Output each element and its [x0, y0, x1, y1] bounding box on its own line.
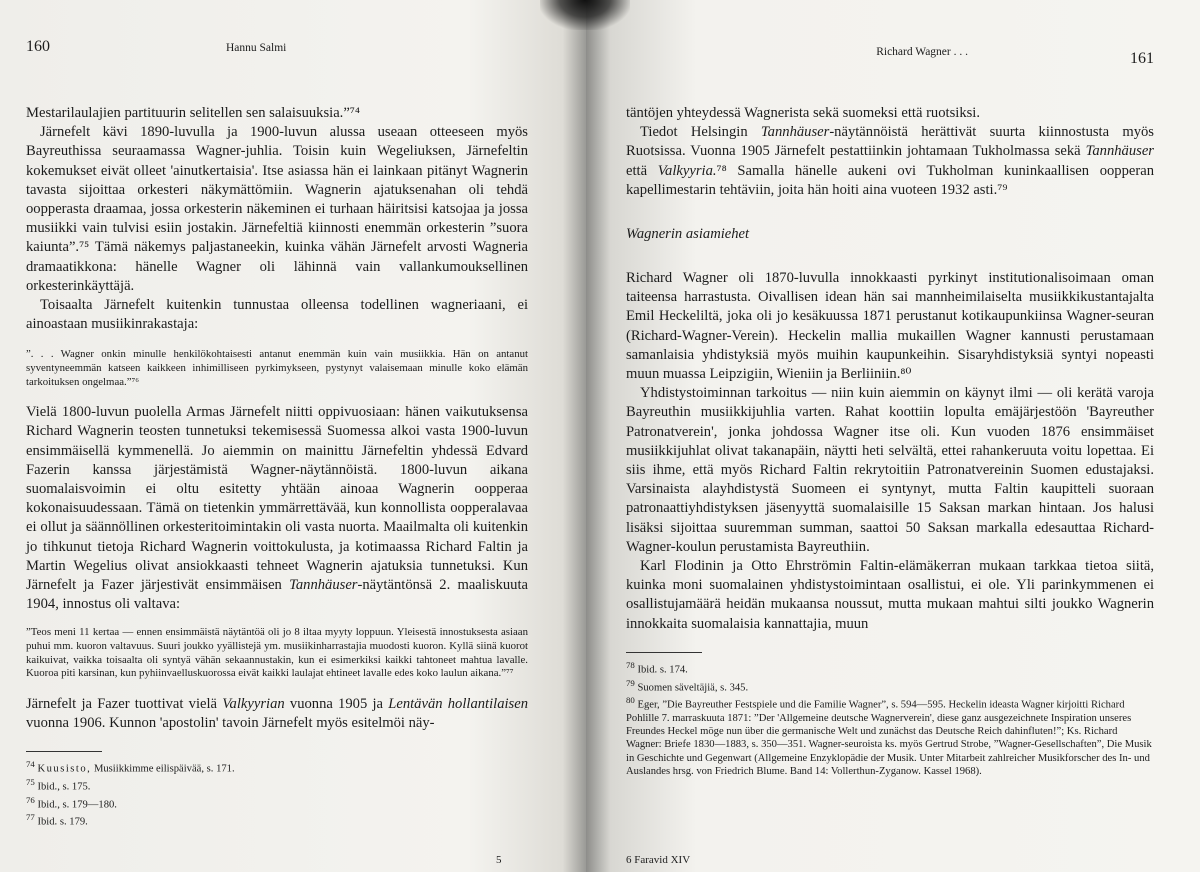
- footnote-rule: [626, 652, 702, 653]
- paragraph: Järnefelt kävi 1890-luvulla ja 1900-luvun alussa useaan otteeseen myös Bayreuthissa seuraamassa Wagner-juhlia. Toisin kuin Wegeliuksen, Järnefeltin kokemukset eivät olleet 'ainutkertaisia'. Itse asiassa hän ei lainkaan pitänyt Wagnerin tavasta sijoittaa orkesteri näkymättömiin. Wagnerin ajatuksenahan oli tehdä oopperasta draamaa, jossa orkesterin näkeminen ei turhaan häiritsisi katsojaa ja jossa musiikki vain tulvisi esiin jostakin. Järnefeltiä kiinnosti enemmän orkesterin ”suora kaiunta”.⁷⁵ Tämä näkemys paljastaneekin, kuinka vähän Järnefelt arvosti Wagneria dramaatikkona: hänelle Wagner oli lähinnä vain vallankumouksellinen orkesterinkäyttäjä.: [26, 124, 528, 294]
- italic-title: Tannhäuser: [1085, 143, 1154, 160]
- paragraph: Mestarilaulajien partituurin selitellen sen salaisuuksia.”⁷⁴: [26, 105, 360, 121]
- right-page-header: [626, 40, 1154, 78]
- block-quote: ”. . . Wagner onkin minulle henkilökohtaisesti antanut enemmän kuin vain musiikkia. Hän on antanut syventyneemmän katseen kaikkeen inhimilliseen pyrkimykseen, pystynyt valaisemaan minulle koko elämän tarkoituksen ongelmaa.”⁷⁶: [26, 348, 528, 388]
- paragraph: [626, 123, 1154, 200]
- footnotes-left: [26, 758, 528, 829]
- paragraph: [26, 695, 528, 733]
- paragraph: Yhdistystoiminnan tarkoitus — niin kuin aiemmin on käynyt ilmi — oli kerätä varoja Bayreuthin musiikkijuhlia varten. Rahat koottiin lopulta emäjärjestöön 'Bayreuther Patronatverein', jonka johdossa Wagner itse oli. Kun vuoden 1876 ensimmäiset musiikkijuhlat olivat takanapäin, näytti heti selvältä, ettei rahankeruuta voitu lopettaa. Ei siis ihme, että myös Richard Faltin rekrytoitiin Patronatvereinin Suomen edustajaksi. Varsinaista alayhdistystä Suomeen ei syntynyt, mutta Faltin kaupitteli suoraan patronaattiyhdistyksen jäsenyyttä suomalaisille 15 Saksan markan hintaan. Jos halusi lisäksi sijoittaa suuremman summan, saattoi 50 Saksan markalla edesauttaa Richard-Wagner-koulun perustamista Bayreuthiin.: [626, 385, 1154, 555]
- right-page: [586, 0, 1200, 872]
- paragraph: Karl Flodinin ja Otto Ehrströmin Faltin-elämäkerran mukaan tarkkaa tietoa siitä, kuinka moni suomalainen yhdistystoimintaan osallistui, ei ole. Yli parinkymmenen ei osallistujamäärä heidän mukaansa noussut, mutta mukaan mahtui silti joukko Wagnerin innokkaita suomalaisia kannattajia, muun: [626, 558, 1154, 632]
- left-body-text: [26, 104, 528, 334]
- paragraph-text: Vielä 1800-luvun puolella Armas Järnefelt niitti oppivuosiaan: hänen vaikutuksensa Richard Wagnerin teosten tunnetuksi tekemisessä Suomessa alkoi vasta 1900-luvun ensimmäisellä kymmenellä. Jo aiemmin on mainittu Järnefeltin yhdessä Edvard Fazerin kanssa järjestämistä Wagner-näytännöistä. 1800-luvun aikana suomalaisvoimin ei oltu esitetty yhtään ainoaa Wagnerin oopperaa kokonaisuudessaan. Tämä on tietenkin ymmärrettävää, kun konnollista oopperalavaa ei ollut ja säännöllinen orkesteritoimintakin oli vasta nuorta. Maailmalta oli kuitenkin jo tihkunut tietoja Richard Wagnerin voittokulusta, ja kotimaassa Richard Faltin ja Martin Wegelius olivat ansiokkaasti tehneet Wagnerin ajatuksia tunnetuksi. Kun Järnefelt ja Fazer järjestivät ensimmäisen: [26, 404, 528, 594]
- paragraph-text: että: [626, 162, 648, 179]
- italic-title: Valkyyrian: [222, 695, 285, 712]
- paragraph-text: Tiedot Helsingin: [640, 124, 748, 141]
- footnote: $^{78}$ Ibid. s. 174.: [626, 659, 688, 676]
- right-body-text-2: [626, 269, 1154, 634]
- block-quote: ”Teos meni 11 kertaa — ennen ensimmäistä näytäntöä oli jo 8 iltaa myyty loppuun. Yleisestä innostuksesta asiaan puhui mm. kuoron valtavuus. Suuri joukko yyällistejä ym. musiikinharrastajia muodosti kuoron. Kyllä siinä kuorot kaikuivat, vaikka toisaalta oli syntyä vähän sekaannustakin, kun ei esimerkiksi kaikki tahtoneet mahtua lavalle. Kuoroa piti karsinan, kun pyhiinvaelluskuorossa eivät kaikki laulajat ehtineet lavalle edes koko laulun aikana.”⁷⁷: [26, 626, 528, 680]
- running-head-left: Hannu Salmi: [226, 42, 287, 54]
- paragraph-text: vuonna 1906. Kunnon 'apostolin' tavoin Järnefelt myös esitelmöi näy-: [26, 715, 435, 732]
- signature-mark-right: 6 Faravid XIV: [626, 854, 691, 866]
- footnote: $^{76}$ Ibid., s. 179—180.: [26, 794, 117, 811]
- left-page-header: [26, 38, 528, 78]
- italic-title: Tannhäuser: [289, 577, 358, 594]
- left-body-text-2: [26, 403, 528, 614]
- paragraph-text: ⁷⁸ Samalla hänelle aukeni ovi Tukholman kuninkaallisen oopperan kapellimestarin tehtäviin, joita hän hoiti aina vuoteen 1932 asti.⁷⁹: [626, 162, 1154, 198]
- footnotes-right: [626, 659, 1154, 778]
- paragraph: Toisaalta Järnefelt kuitenkin tunnustaa olleensa todellinen wagneriaani, ei ainoastaan musiikinrakastaja:: [26, 297, 528, 333]
- footnote: $^{75}$ Ibid., s. 175.: [26, 776, 91, 793]
- footnote: $^{79}$ Suomen säveltäjiä, s. 345.: [626, 677, 749, 694]
- paragraph: täntöjen yhteydessä Wagnerista sekä suomeksi että ruotsiksi.: [626, 105, 980, 121]
- section-heading: Wagnerin asiamiehet: [626, 226, 750, 243]
- footnote: $^{80}$ Eger, ”Die Bayreuther Festspiele und die Familie Wagner”, s. 594—595. Heckelin ideasta Wagner kirjoitti Richard Pohlille 7. marraskuuta 1871: ”Der 'Allgemeine deutsche Wagnerverein', diese ganz ausgezeichnete Inspiration unseres Freundes Heckel möge nun über die germanische Welt und zunächst das Deutsche Reich dahinfluten!”; Ks. Richard Wagner: Briefe 1830—1883, s. 350—351. Wagner-seuroista ks. myös Gertrud Strobe, ”Wagner-Gesellschaften”, Die Musik in Geschichte und Gegenwart (Allgemeine Enzyklopädie der Musik. Unter Mitarbeit zahlreicher Musikforscher des In- und Auslandes hrsg. von Friedrich Blume. Band 14: Vollerthun-Zyganow. Kassel 1968).: [626, 695, 1152, 777]
- paragraph: [26, 403, 528, 614]
- left-page: [0, 0, 586, 872]
- right-body-text: [626, 104, 1154, 200]
- footnote-area-left: [26, 751, 528, 829]
- footnote-area-right: [626, 652, 1154, 778]
- italic-title: Tannhäuser: [760, 124, 830, 141]
- page-number-right: 161: [1130, 50, 1154, 67]
- binding-gutter-shadow: [540, 0, 630, 30]
- footnote: $^{77}$ Ibid. s. 179.: [26, 812, 88, 828]
- left-body-text-3: [26, 695, 528, 733]
- footnote-rule: [26, 751, 102, 752]
- signature-mark-left: 5: [496, 854, 502, 866]
- paragraph-text: vuonna 1905 ja: [289, 695, 383, 712]
- footnote: $^{74}$ Kuusisto, Musiikkimme eilispäivää, s. 171.: [26, 759, 235, 775]
- paragraph-text: -näytäntönsä 2. maaliskuuta 1904, innostus oli valtava:: [26, 577, 528, 613]
- paragraph-text: Järnefelt ja Fazer tuottivat vielä: [26, 695, 218, 712]
- running-head-right: Richard Wagner . . .: [876, 46, 968, 58]
- paragraph-text: -näytännöistä herättivät suurta kiinnostusta myös Ruotsissa. Vuonna 1905 Järnefelt pestattiinkin johtamaan Tukholmassa sekä: [626, 124, 1154, 160]
- italic-title: Valkyyria.: [657, 162, 717, 179]
- paragraph: Richard Wagner oli 1870-luvulla innokkaasti pyrkinyt institutionalisoimaan oman taiteensa harrastusta. Oivallisen idean hän sai mannheimilaiselta musiikkikustantajalta Emil Heckeliltä, joka oli jo kesäkuussa 1871 perustanut kotikaupunkiinsa Wagner-seuran (Richard-Wagner-Verein). Heckelin mallia mukaillen Wagner kannusti perustamaan samanlaisia yhdistyksiä myös muihin kaupunkeihin. Sisaryhdistyksiä syntyi nopeasti muun muassa Leipzigiin, Wieniin ja Berliiniin.⁸⁰: [626, 270, 1154, 383]
- page-number-left: 160: [26, 38, 50, 55]
- italic-title: Lentävän hollantilaisen: [388, 695, 529, 712]
